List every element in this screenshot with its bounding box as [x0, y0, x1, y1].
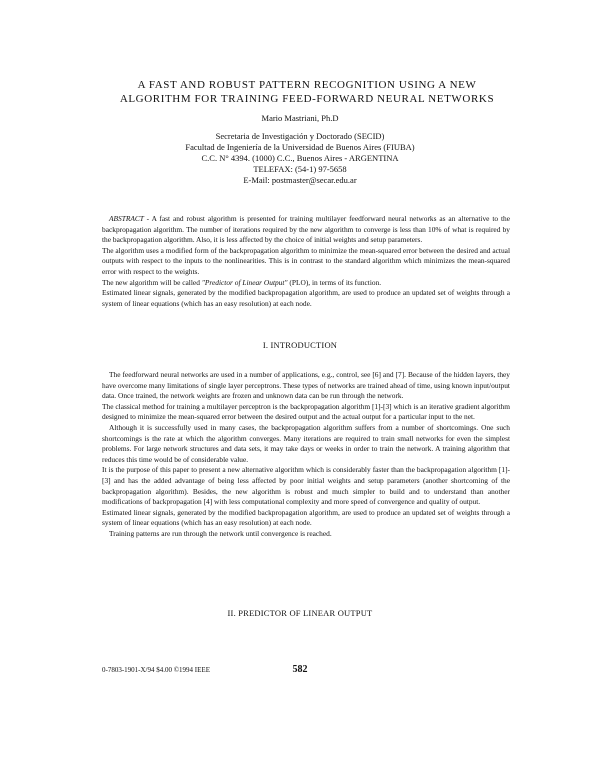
section-heading-plo: II. PREDICTOR OF LINEAR OUTPUT — [227, 608, 373, 618]
abstract-paragraph: The algorithm uses a modified form of the backpropagation algorithm to minimize the mean-squared error between the desired and actual outputs with respect to the inputs to the nonlinearities. This is in contrast to the standard algorithm which minimizes the mean-squared error with respect to the weights. — [102, 245, 510, 276]
section-heading-introduction: I. INTRODUCTION — [262, 340, 338, 350]
title-line-1: A FAST AND ROBUST PATTERN RECOGNITION USING A NEW — [137, 79, 477, 91]
affiliation-line: TELEFAX: (54-1) 97-5658 — [253, 164, 347, 174]
author-affiliation — [0, 131, 600, 186]
abstract-emphasis: "Predictor of Linear Output" — [201, 277, 288, 287]
body-paragraph: Training patterns are run through the network until convergence is reached. — [109, 528, 332, 538]
body-paragraph: The classical method for training a multilayer perceptron is the backpropagation algorithm [1]-[3] which is an iterative gradient algorithm designed to minimize the mean-squared error between the desired output and the actual output for a particular input to the net. — [102, 401, 510, 422]
copyright-line: 0-7803-1901-X/94 $4.00 ©1994 IEEE — [102, 666, 210, 674]
affiliation-line: Secretaria de Investigación y Doctorado (SECID) — [215, 131, 385, 141]
body-paragraph: It is the purpose of this paper to present a new alternative algorithm which is considerably faster than the backpropagation algorithm [1]-[3] and has the added advantage of being less affected by poor initial weights and setup parameters (another shortcoming of the backpropagation algorithm). Besides, the new algorithm is robust and much simpler to build and to understand than another modifications of backpropagation [4] with less computational complexity and more speed of convergence and quality of output. — [102, 465, 510, 507]
introduction-body — [102, 370, 510, 540]
abstract-paragraph: ABSTRACT - A fast and robust algorithm is presented for training multilayer feedforward neural networks as an alternative to the backpropagation algorithm. The number of iterations required by the new algorithm to converge is less than 10% of what is required by the backpropagation algorithm. Also, it is less affected by the choice of initial weights and setup parameters. — [102, 214, 510, 245]
body-paragraph: Estimated linear signals, generated by the modified backpropagation algorithm, are used to produce an updated set of weights through a system of linear equations (which has an easy resolution) at each node. — [102, 507, 510, 528]
affiliation-email: E-Mail: postmaster@secar.edu.ar — [243, 175, 357, 185]
author-name: Mario Mastriani, Ph.D — [261, 113, 339, 123]
abstract — [102, 214, 510, 309]
abstract-paragraph: Estimated linear signals, generated by the modified backpropagation algorithm, are used to produce an updated set of weights through a system of linear equations (which has an easy resolution) at each node. — [102, 288, 510, 308]
page-number: 582 — [292, 664, 308, 675]
affiliation-line: Facultad de Ingeniería de la Universidad de Buenos Aires (FIUBA) — [185, 142, 415, 152]
title-line-2: ALGORITHM FOR TRAINING FEED-FORWARD NEURAL NETWORKS — [119, 93, 495, 105]
body-paragraph: Although it is successfully used in many cases, the backpropagation algorithm suffers from a number of shortcomings. One such shortcomings is the rate at which the algorithm converges. Many iterations are required to train small networks for even the simplest problems. For large network structures and data sets, it may take days or weeks in order to train the network. A training algorithm that reduces this time would be of considerable value. — [102, 422, 510, 464]
abstract-paragraph: The new algorithm will be called "Predictor of Linear Output" (PLO), in terms of its function. — [102, 277, 382, 287]
paper-title — [100, 78, 514, 106]
affiliation-line: C.C. N° 4394. (1000) C.C., Buenos Aires - ARGENTINA — [201, 153, 399, 163]
body-paragraph: The feedforward neural networks are used in a number of applications, e.g., control, see [6] and [7]. Because of the hidden layers, they have overcome many limitations of single layer perceptrons. These types of networks are trained ahead of time, using known input/output data. Once trained, the network weights are frozen and unknown data can be run through the network. — [102, 370, 510, 401]
abstract-label: ABSTRACT - — [109, 214, 150, 223]
